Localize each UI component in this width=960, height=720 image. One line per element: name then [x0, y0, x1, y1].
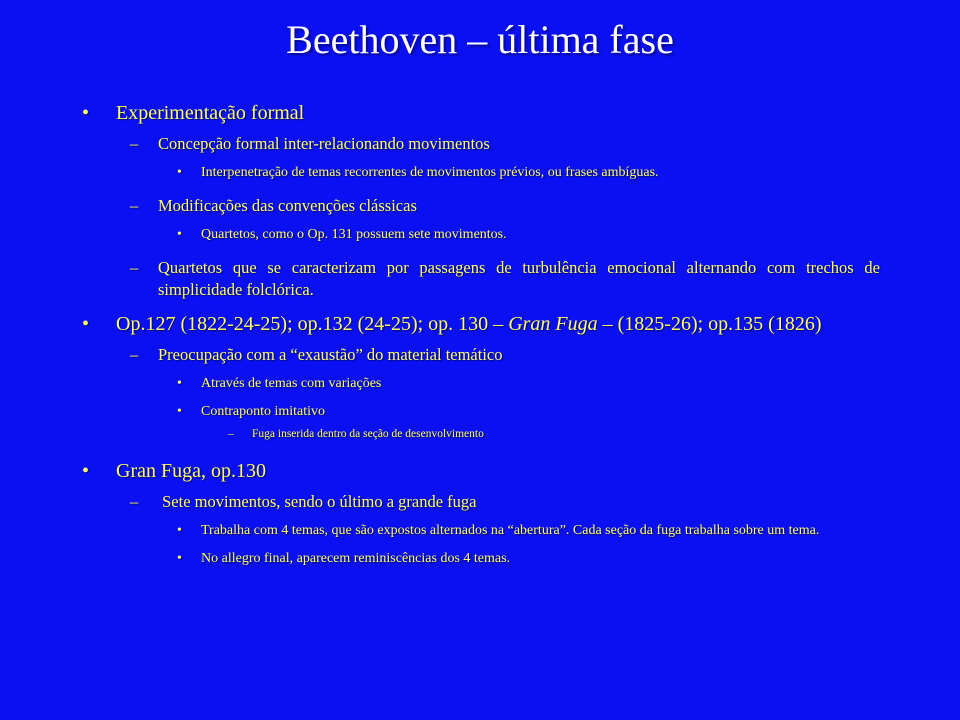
sub-item-modificacoes — [130, 195, 880, 217]
dash-marker: – — [130, 345, 139, 364]
bullet-marker: • — [177, 376, 182, 391]
bullet-marker: • — [177, 165, 182, 180]
sub-item-text: Modificações das convenções clássicas — [158, 196, 417, 215]
bullet-text: Gran Fuga, op.130 — [116, 460, 266, 482]
bullet-text-part: Op.127 (1822-24-25); op.132 (24-25); op. 130 – — [116, 313, 509, 335]
bullet-text-part: – (1825-26); op.135 (1826) — [597, 313, 822, 335]
sub-sub-item-interpenetracao — [175, 163, 880, 183]
sub-item-text: Concepção formal inter-relacionando movimentos — [158, 134, 490, 153]
sub-sub-item-text: No allegro final, aparecem reminiscências dos 4 temas. — [201, 551, 511, 566]
sub-sub-item-text: Trabalha com 4 temas, que são expostos alternados na “abertura”. Cada seção da fuga trabalha sobre um tema. — [201, 523, 820, 538]
bullet-marker: • — [82, 313, 90, 335]
sub-item-text: Quartetos que se caracterizam por passagens de turbulência emocional alternando com trechos de simplicidade folclórica. — [158, 258, 880, 299]
sub-sub-item-trabalha-4-temas — [175, 521, 880, 541]
bullet-marker: • — [82, 460, 90, 482]
level4-item-fuga-inserida — [228, 426, 880, 442]
sub-item-text: Sete movimentos, sendo o último a grande fuga — [158, 492, 477, 511]
bullet-marker: • — [177, 227, 182, 242]
bullet-marker: • — [177, 551, 182, 566]
sub-sub-item-allegro-final — [175, 549, 880, 569]
sub-sub-item-contraponto — [175, 402, 880, 422]
sub-sub-item-text: Através de temas com variações — [201, 376, 382, 391]
bullet-op127 — [80, 311, 880, 337]
dash-marker: – — [130, 134, 139, 153]
sub-item-text: Preocupação com a “exaustão” do material temático — [158, 345, 503, 364]
sub-sub-item-quartetos-op131 — [175, 225, 880, 245]
bullet-experimentacao-formal — [80, 100, 880, 126]
sub-item-quartetos-turbulencia — [130, 257, 880, 301]
sub-sub-item-temas-variacoes — [175, 374, 880, 394]
sub-item-concepcao-formal — [130, 133, 880, 155]
bullet-marker: • — [177, 404, 182, 419]
bullet-gran-fuga — [80, 458, 880, 484]
slide-body — [80, 100, 880, 577]
sub-item-preocupacao — [130, 344, 880, 366]
sub-item-sete-movimentos — [130, 491, 880, 513]
dash-marker: – — [130, 258, 139, 277]
dash-marker: – — [130, 196, 139, 215]
sub-sub-item-text: Quartetos, como o Op. 131 possuem sete movimentos. — [201, 227, 507, 242]
bullet-text — [116, 313, 822, 335]
sub-sub-item-text: Contraponto imitativo — [201, 404, 326, 419]
bullet-text-italic: Gran Fuga — [508, 313, 598, 335]
dash-marker: – — [228, 428, 234, 440]
dash-marker: – — [130, 492, 139, 511]
bullet-marker: • — [82, 102, 90, 124]
bullet-text: Experimentação formal — [116, 102, 305, 124]
sub-sub-item-text: Interpenetração de temas recorrentes de movimentos prévios, ou frases ambíguas. — [201, 165, 659, 180]
level4-item-text: Fuga inserida dentro da seção de desenvolvimento — [252, 428, 484, 440]
bullet-marker: • — [177, 523, 182, 538]
slide-title: Beethoven – última fase — [286, 17, 674, 62]
